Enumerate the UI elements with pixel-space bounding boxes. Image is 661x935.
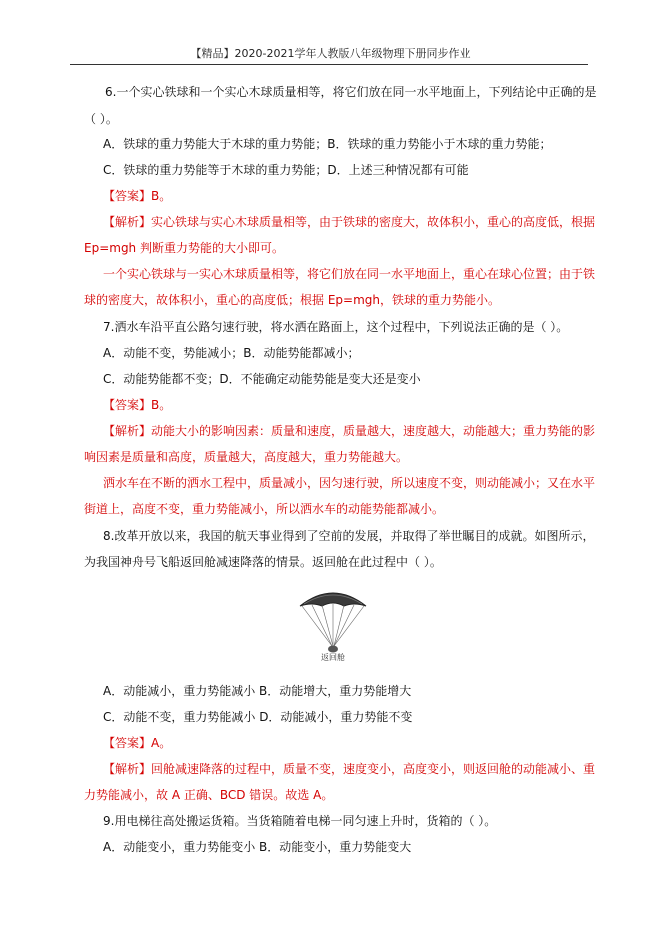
header-divider	[70, 64, 588, 65]
q8-analysis-2: 力势能减小，故 A 正确、BCD 错误。故选 A。	[84, 788, 334, 802]
q8-options-cd: C．动能不变，重力势能减小 D．动能减小，重力势能不变	[103, 710, 413, 724]
q7-analysis-1: 【解析】动能大小的影响因素：质量和速度，质量越大，速度越大，动能越大；重力势能的影	[103, 424, 596, 438]
q6-analysis-1: 【解析】实心铁球与实心木球质量相等，由于铁球的密度大，故体积小，重心的高度低，根据	[103, 215, 596, 229]
q8-options-ab: A．动能减小，重力势能减小 B．动能增大，重力势能增大	[103, 684, 412, 698]
q7-options-cd: C．动能势能都不变；D．不能确定动能势能是变大还是变小	[103, 372, 421, 386]
q7-options-ab: A．动能不变，势能减小；B．动能势能都减小；	[103, 346, 360, 360]
q7-analysis-3: 洒水车在不断的洒水工程中，质量减小，因匀速行驶，所以速度不变，则动能减小；又在水平	[103, 476, 596, 490]
parachute-capsule-figure	[294, 584, 372, 668]
q6-stem: 6.一个实心铁球和一个实心木球质量相等，将它们放在同一水平地面上，下列结论中正确的是	[105, 85, 597, 99]
q6-analysis-3: 一个实心铁球与一实心木球质量相等，将它们放在同一水平地面上，重心在球心位置；由于铁	[103, 267, 596, 281]
q6-paren: （ ）。	[84, 112, 118, 126]
q7-stem: 7.洒水车沿平直公路匀速行驶，将水洒在路面上，这个过程中，下列说法正确的是（ ）。	[103, 320, 569, 334]
q6-options-ab: A．铁球的重力势能大于木球的重力势能；B．铁球的重力势能小于木球的重力势能；	[103, 137, 552, 151]
q9-stem: 9.用电梯往高处搬运货箱。当货箱随着电梯一同匀速上升时，货箱的（ ）。	[103, 814, 497, 828]
q9-options-ab: A．动能变小，重力势能变小 B．动能变小，重力势能变大	[103, 840, 412, 854]
q6-analysis-2: Ep=mgh 判断重力势能的大小即可。	[84, 241, 284, 255]
q8-analysis-1: 【解析】回舱减速降落的过程中，质量不变，速度变小，高度变小，则返回舱的动能减小、重	[103, 762, 596, 776]
figure-caption: 返回舱	[321, 653, 345, 662]
q7-analysis-2: 响因素是质量和高度，质量越大，高度越大，重力势能越大。	[84, 450, 409, 464]
q8-answer: 【答案】A。	[103, 736, 172, 750]
page-header: 【精品】2020-2021学年人教版八年级物理下册同步作业	[190, 47, 471, 60]
q7-answer: 【答案】B。	[103, 398, 172, 412]
q8-stem-1: 8.改革开放以来，我国的航天事业得到了空前的发展，并取得了举世瞩目的成就。如图所示，	[103, 529, 595, 543]
q6-options-cd: C．铁球的重力势能等于木球的重力势能；D．上述三种情况都有可能	[103, 163, 469, 177]
q6-analysis-4: 球的密度大，故体积小，重心的高度低；根据 Ep=mgh，铁球的重力势能小。	[84, 293, 500, 307]
q8-stem-2: 为我国神舟号飞船返回舱减速降落的情景。返回舱在此过程中（ ）。	[84, 555, 442, 569]
q7-analysis-4: 街道上，高度不变，重力势能减小，所以洒水车的动能势能都减小。	[84, 502, 445, 516]
q6-answer: 【答案】B。	[103, 189, 172, 203]
